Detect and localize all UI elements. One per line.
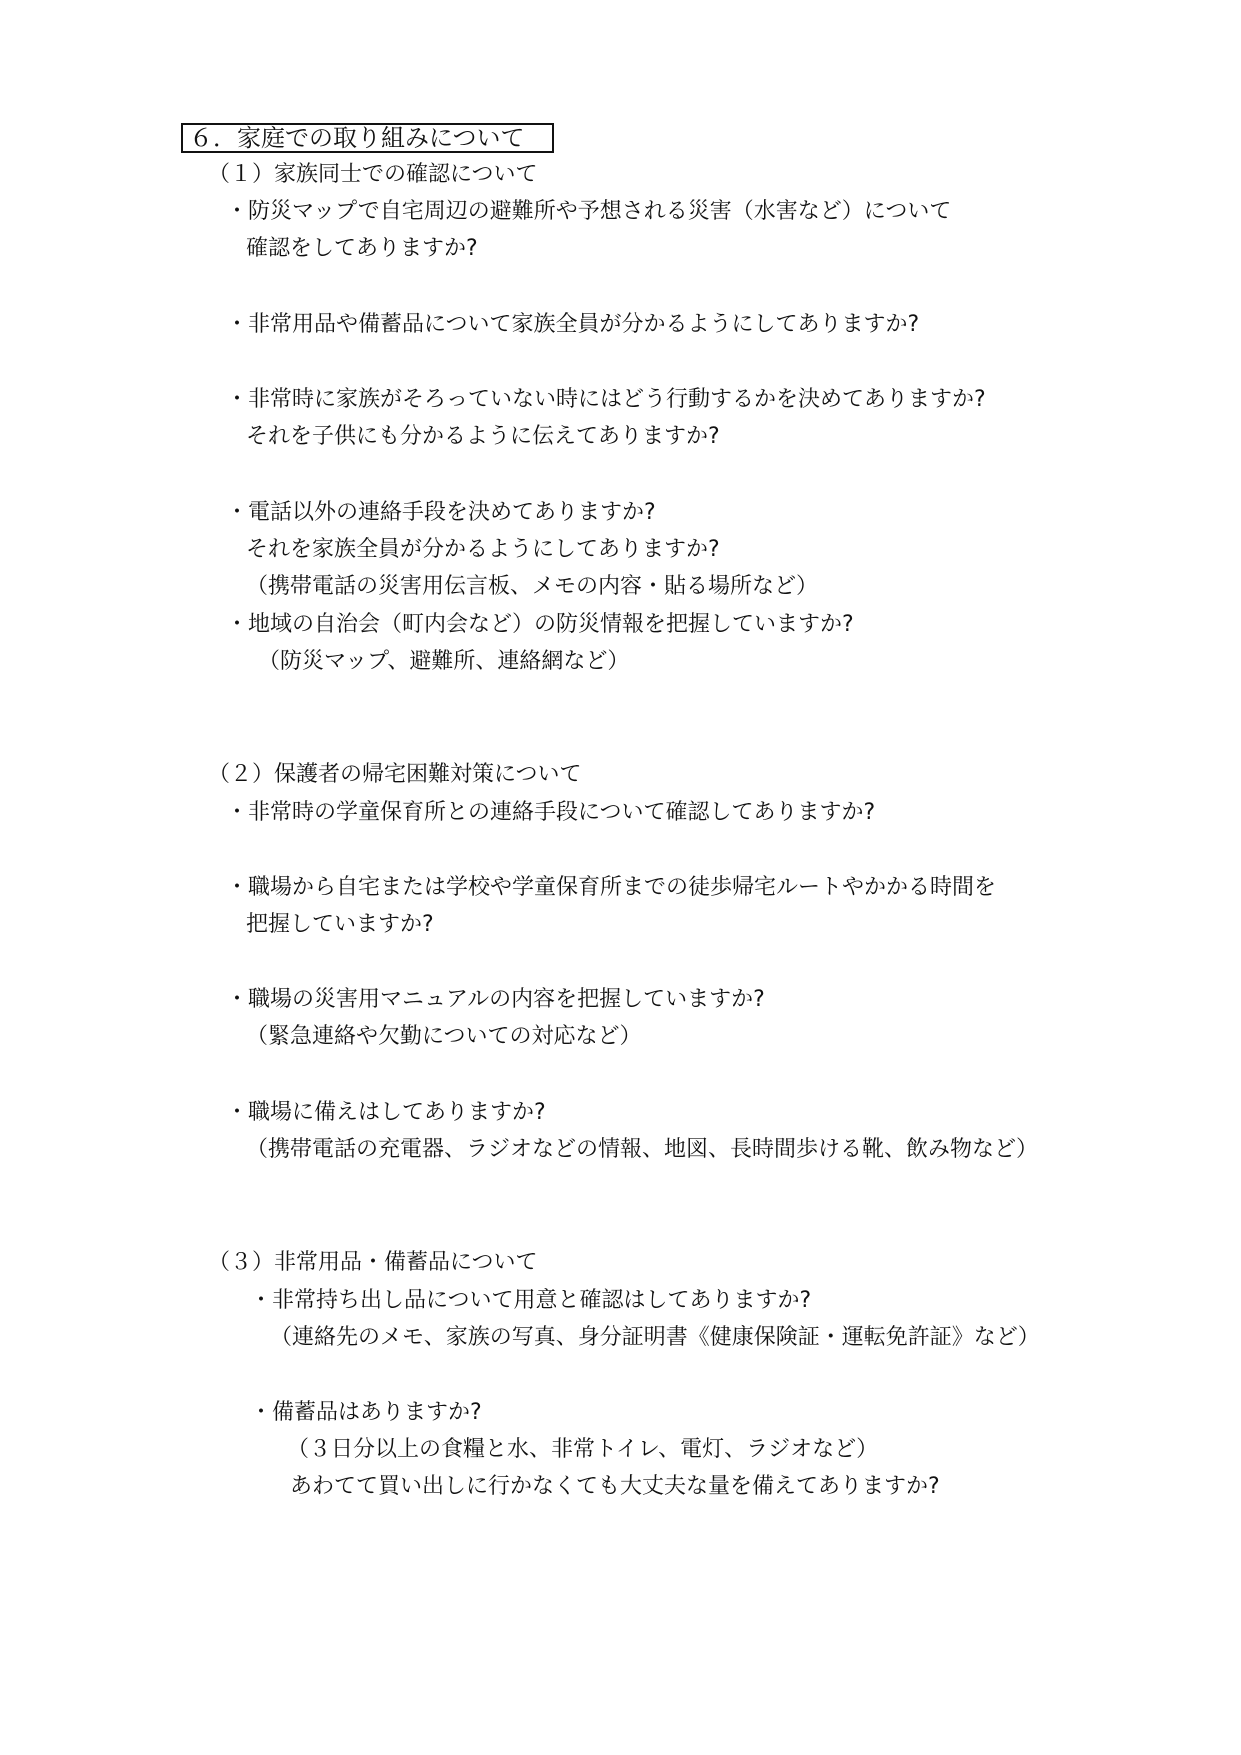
question-line: ・職場から自宅または学校や学童保育所までの徒歩帰宅ルートやかかる時間を xyxy=(226,875,997,900)
question-line: ・防災マップで自宅周辺の避難所や予想される災害（水害など）について xyxy=(226,199,952,224)
note-line: （連絡先のメモ、家族の写真、身分証明書《健康保険証・運転免許証》など） xyxy=(270,1325,1040,1350)
subsection-heading-3: （３）非常用品・備蓄品について xyxy=(208,1250,538,1275)
question-line: それを子供にも分かるように伝えてありますか? xyxy=(246,424,720,449)
note-line: （携帯電話の充電器、ラジオなどの情報、地図、長時間歩ける靴、飲み物など） xyxy=(246,1137,1039,1162)
question-line: ・職場の災害用マニュアルの内容を把握していますか? xyxy=(226,987,765,1012)
subsection-heading-2: （２）保護者の帰宅困難対策について xyxy=(208,762,582,787)
question-line: ・地域の自治会（町内会など）の防災情報を把握していますか? xyxy=(226,612,854,637)
question-line: ・非常用品や備蓄品について家族全員が分かるようにしてありますか? xyxy=(226,312,920,337)
note-line: （防災マップ、避難所、連絡網など） xyxy=(258,649,630,674)
question-line: それを家族全員が分かるようにしてありますか? xyxy=(246,537,720,562)
section-title: ６．家庭での取り組みについて xyxy=(181,123,554,153)
question-line: 把握していますか? xyxy=(246,912,434,937)
note-line: （携帯電話の災害用伝言板、メモの内容・貼る場所など） xyxy=(246,574,819,599)
question-line: ・非常時に家族がそろっていない時にはどう行動するかを決めてありますか? xyxy=(226,387,986,412)
question-line: ・非常持ち出し品について用意と確認はしてありますか? xyxy=(250,1288,812,1313)
question-line: ・電話以外の連絡手段を決めてありますか? xyxy=(226,500,656,525)
question-line: あわてて買い出しに行かなくても大丈夫な量を備えてありますか? xyxy=(290,1474,940,1499)
question-line: ・備蓄品はありますか? xyxy=(250,1400,482,1425)
note-line: （３日分以上の食糧と水、非常トイレ、電灯、ラジオなど） xyxy=(287,1437,879,1462)
subsection-heading-1: （１）家族同士での確認について xyxy=(208,162,538,187)
question-line: 確認をしてありますか? xyxy=(246,236,478,261)
question-line: ・職場に備えはしてありますか? xyxy=(226,1100,546,1125)
note-line: （緊急連絡や欠勤についての対応など） xyxy=(246,1024,642,1049)
question-line: ・非常時の学童保育所との連絡手段について確認してありますか? xyxy=(226,800,876,825)
